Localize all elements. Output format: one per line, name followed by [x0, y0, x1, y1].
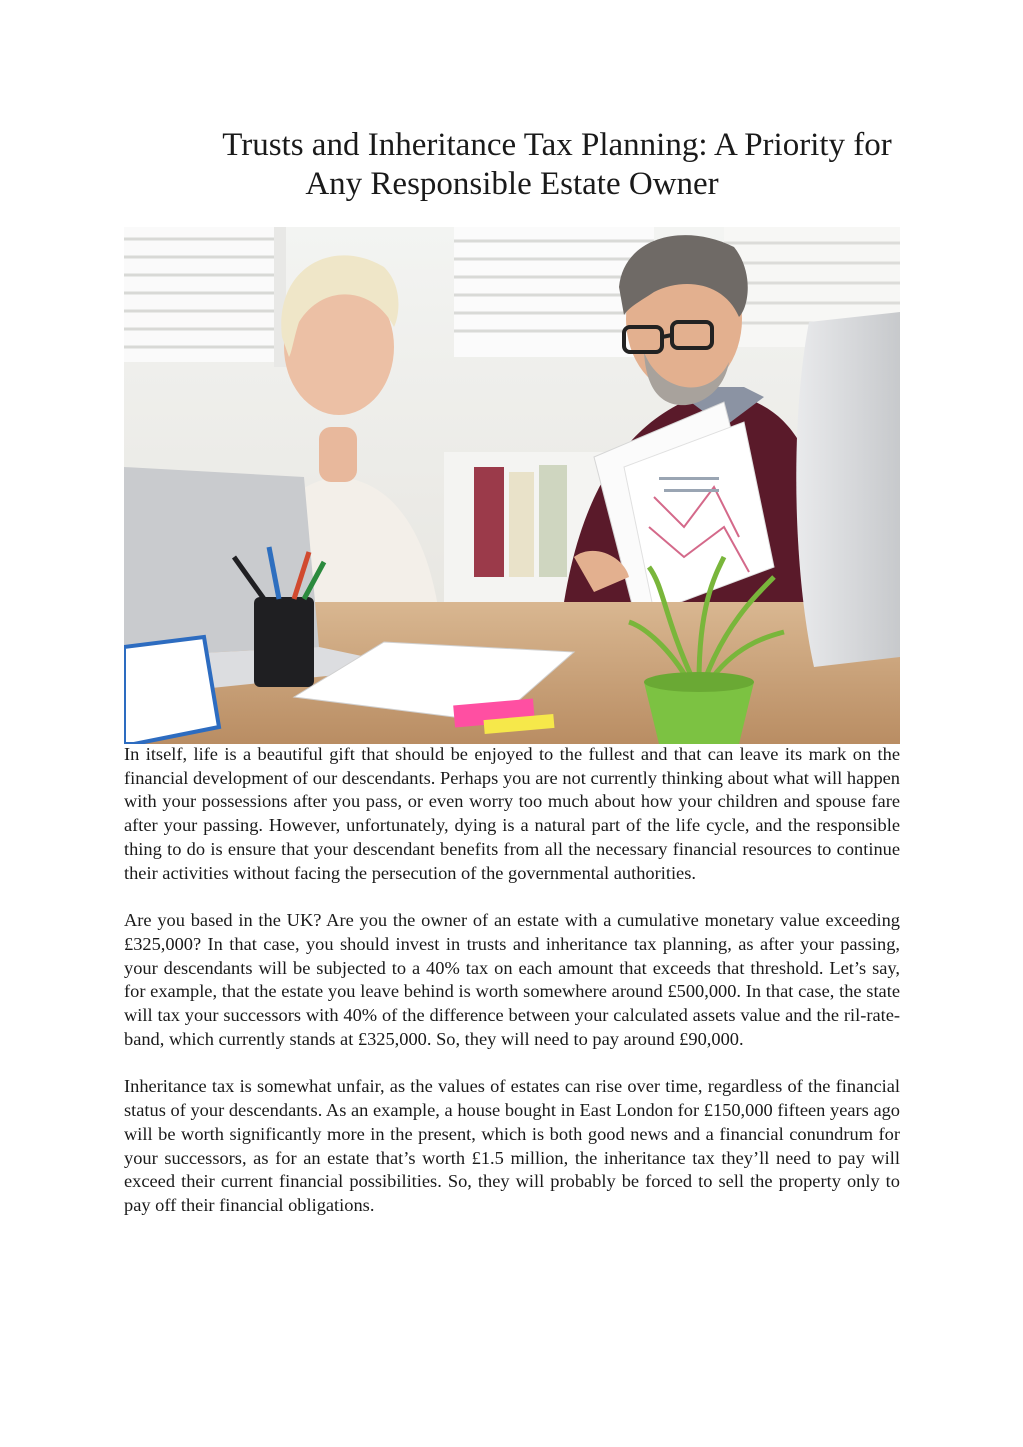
title-line-2: Any Responsible Estate Owner	[305, 166, 719, 202]
office-meeting-photo	[124, 227, 900, 744]
title-line-1: Trusts and Inheritance Tax Planning: A Priority for	[222, 127, 892, 163]
article-body	[124, 743, 900, 1242]
paragraph-3: Inheritance tax is somewhat unfair, as the values of estates can rise over time, regardless of the financial status of your descendants. As an example, a house bought in East London for £150,000 fifteen years ago will be worth significantly more in the present, which is both good news and a financial conundrum for your successors, as for an estate that’s worth £1.5 million, the inheritance tax they’ll need to pay will exceed their current financial possibilities. So, they will probably be forced to sell the property only to pay off their financial obligations.	[124, 1076, 900, 1215]
paragraph-2: Are you based in the UK? Are you the owner of an estate with a cumulative monetary value exceeding £325,000? In that case, you should invest in trusts and inheritance tax planning, as after your passing, your descendants will be subjected to a 40% tax on each amount that exceeds that threshold. Let’s say, for example, that the estate you leave behind is worth somewhere around £500,000. In that case, the state will tax your successors with 40% of the difference between your calculated assets value and the ril-rate-band, which currently stands at £325,000. So, they will need to pay around £90,000.	[124, 910, 900, 1049]
paragraph-1: In itself, life is a beautiful gift that should be enjoyed to the fullest and that can leave its mark on the financial development of our descendants. Perhaps you are not currently thinking about what will happen with your possessions after you pass, or even worry too much about how your children and spouse fare after your passing. However, unfortunately, dying is a natural part of the life cycle, and the responsible thing to do is ensure that your descendant benefits from all the necessary financial resources to continue their activities without facing the persecution of the governmental authorities.	[124, 744, 900, 883]
page-title	[124, 126, 900, 204]
monitor	[796, 312, 900, 667]
window-blinds-left	[124, 227, 286, 367]
